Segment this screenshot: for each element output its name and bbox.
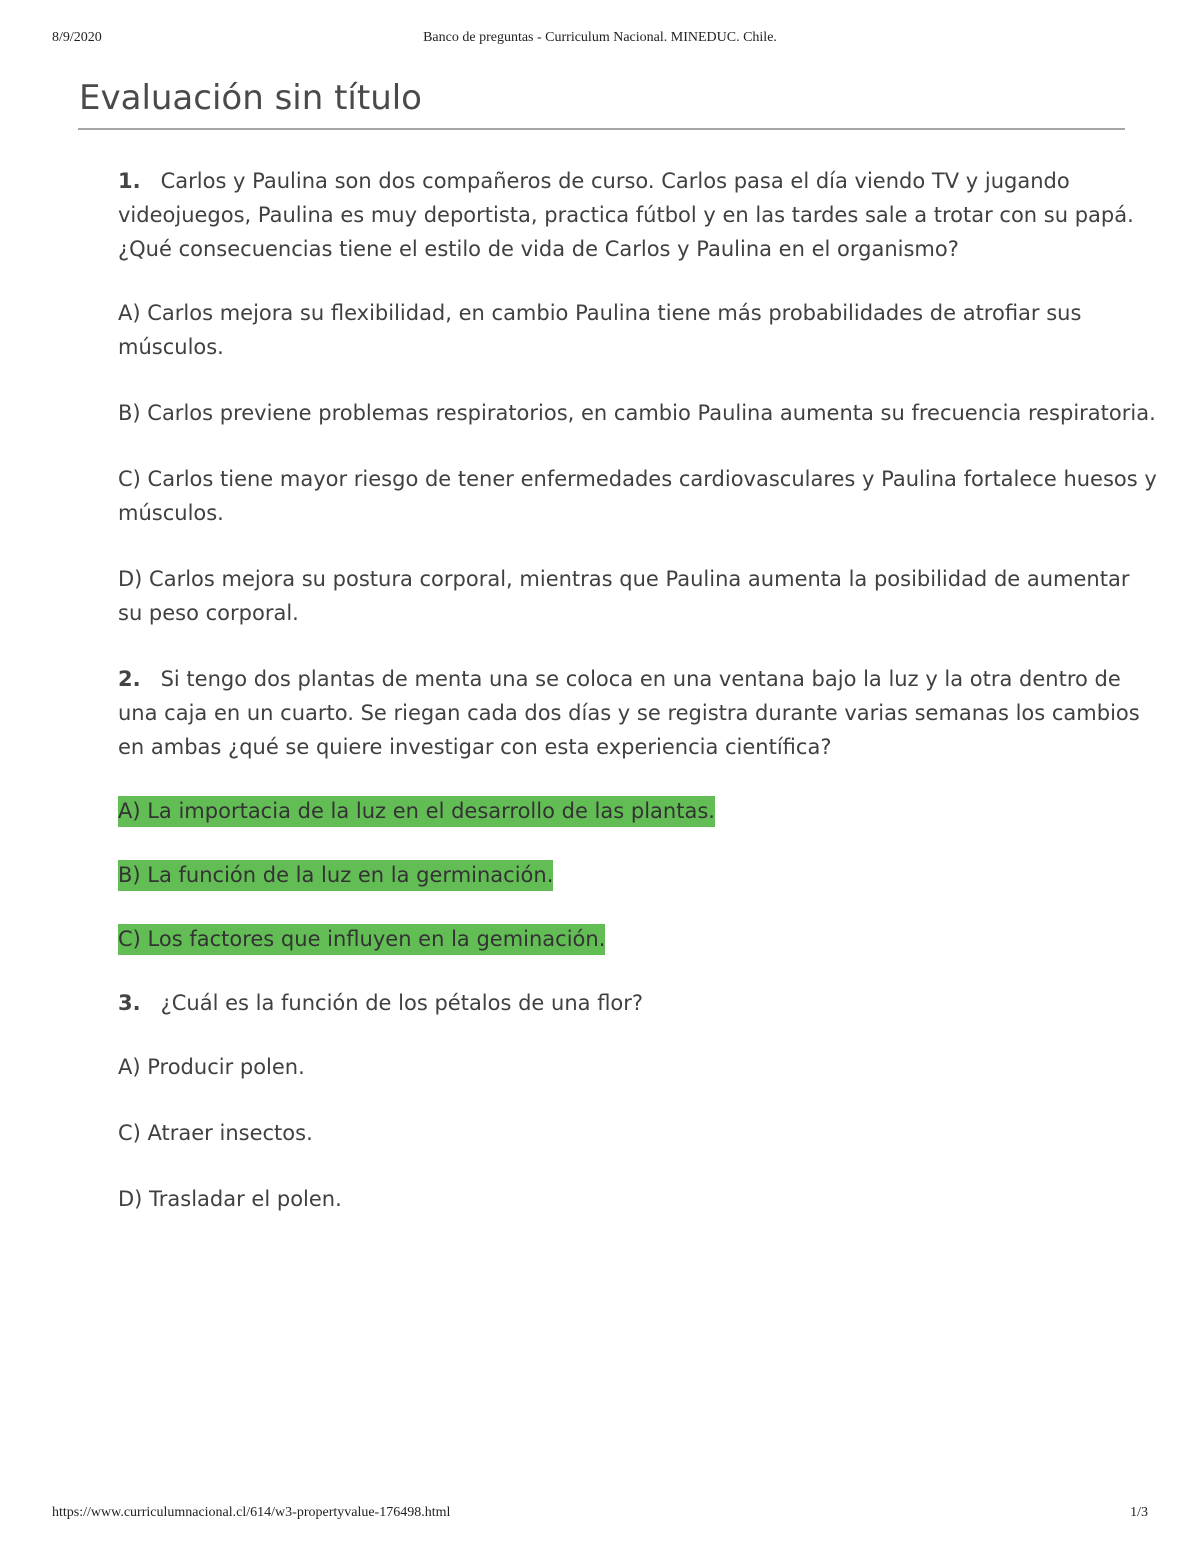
- question-3-option-a: A) Producir polen.: [118, 1055, 305, 1079]
- question-2-number: 2.: [118, 667, 141, 691]
- highlighted-answer: A) La importacia de la luz en el desarrollo de las plantas.: [118, 796, 715, 827]
- print-header: [52, 30, 1148, 50]
- question-1: [118, 164, 1158, 266]
- print-date: 8/9/2020: [52, 30, 102, 45]
- question-1-option-c: C) Carlos tiene mayor riesgo de tener enfermedades cardiovasculares y Paulina fortalece huesos y músculos.: [118, 467, 1157, 525]
- source-url-link[interactable]: https://www.curriculumnacional.cl/614/w3-propertyvalue-176498.html: [52, 1505, 451, 1520]
- question-3: [118, 986, 1158, 1020]
- question-2-text: Si tengo dos plantas de menta una se coloca en una ventana bajo la luz y la otra dentro de una caja en un cuarto. Se riegan cada dos días y se registra durante varias semanas los cambios en ambas ¿qué se quiere investigar con esta experiencia científica?: [118, 667, 1140, 759]
- question-3-option-c: C) Atraer insectos.: [118, 1121, 313, 1145]
- question-1-option-d: D) Carlos mejora su postura corporal, mientras que Paulina aumenta la posibilidad de aumentar su peso corporal.: [118, 567, 1130, 625]
- print-footer: [52, 1505, 1148, 1525]
- question-2: [118, 662, 1158, 764]
- questions-list: [118, 164, 1158, 1248]
- question-2-option-a: [118, 794, 1158, 828]
- print-document-title: Banco de preguntas - Curriculum Nacional. MINEDUC. Chile.: [423, 30, 777, 45]
- question-1-option-b: B) Carlos previene problemas respiratorios, en cambio Paulina aumenta su frecuencia respiratoria.: [118, 401, 1156, 425]
- question-2-option-b: [118, 858, 1158, 892]
- page-indicator: 1/3: [1130, 1505, 1148, 1520]
- highlighted-answer: B) La función de la luz en la germinación.: [118, 860, 553, 891]
- title-divider: [78, 128, 1125, 130]
- highlighted-answer: C) Los factores que influyen en la geminación.: [118, 924, 605, 955]
- question-3-number: 3.: [118, 991, 141, 1015]
- page-title: Evaluación sin título: [79, 78, 422, 118]
- question-1-text: Carlos y Paulina son dos compañeros de curso. Carlos pasa el día viendo TV y jugando videojuegos, Paulina es muy deportista, practica fútbol y en las tardes sale a trotar con su papá. ¿Qué consecuencias tiene el estilo de vida de Carlos y Paulina en el organismo?: [118, 169, 1134, 261]
- question-3-text: ¿Cuál es la función de los pétalos de una flor?: [160, 991, 644, 1015]
- question-3-option-d: D) Trasladar el polen.: [118, 1187, 342, 1211]
- question-1-option-a: A) Carlos mejora su flexibilidad, en cambio Paulina tiene más probabilidades de atrofiar sus músculos.: [118, 301, 1082, 359]
- question-1-number: 1.: [118, 169, 141, 193]
- question-2-option-c: [118, 922, 1158, 956]
